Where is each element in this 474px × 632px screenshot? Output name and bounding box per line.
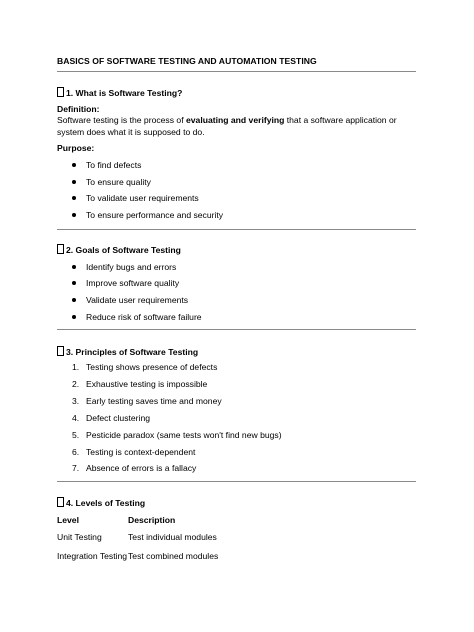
list-number: 3. (72, 396, 80, 406)
table-cell-level: Integration Testing (57, 551, 128, 561)
definition-text: Software testing is the process of evaluating and verifying that a software application or system does what it is supposed to do. (57, 115, 397, 137)
list-item: Reduce risk of software failure (86, 312, 202, 322)
bullet-icon (72, 265, 76, 269)
table-cell-level: Unit Testing (57, 532, 102, 542)
bullet-icon (72, 180, 76, 184)
divider (57, 71, 416, 72)
checkbox-glyph-icon (57, 497, 64, 507)
list-item: Early testing saves time and money (86, 396, 222, 406)
definition-label: Definition: (57, 104, 100, 114)
bullet-icon (72, 213, 76, 217)
bullet-icon (72, 196, 76, 200)
table-cell-description: Test combined modules (128, 551, 219, 561)
section-4-heading: 4. Levels of Testing (57, 497, 145, 508)
table-cell-description: Test individual modules (128, 532, 217, 542)
list-item: Identify bugs and errors (86, 262, 177, 272)
checkbox-glyph-icon (57, 87, 64, 97)
table-header-level: Level (57, 515, 79, 525)
list-number: 5. (72, 430, 80, 440)
list-item: Improve software quality (86, 278, 180, 288)
list-item: Testing is context-dependent (86, 447, 196, 457)
list-item: To ensure quality (86, 177, 151, 187)
list-number: 2. (72, 379, 80, 389)
list-item: Absence of errors is a fallacy (86, 463, 197, 473)
divider (57, 229, 416, 230)
divider (57, 329, 416, 330)
list-item: To find defects (86, 160, 142, 170)
bullet-icon (72, 163, 76, 167)
list-number: 4. (72, 413, 80, 423)
document-title: BASICS OF SOFTWARE TESTING AND AUTOMATION TESTING (57, 56, 317, 66)
list-number: 7. (72, 463, 80, 473)
list-item: Defect clustering (86, 413, 151, 423)
list-item: To validate user requirements (86, 193, 199, 203)
list-item: To ensure performance and security (86, 210, 224, 220)
bullet-icon (72, 298, 76, 302)
list-number: 6. (72, 447, 80, 457)
list-item: Exhaustive testing is impossible (86, 379, 208, 389)
list-item: Pesticide paradox (same tests won't find new bugs) (86, 430, 282, 440)
bullet-icon (72, 281, 76, 285)
list-item: Testing shows presence of defects (86, 362, 218, 372)
checkbox-glyph-icon (57, 346, 64, 356)
section-1-heading: 1. What is Software Testing? (57, 87, 182, 98)
bullet-icon (72, 315, 76, 319)
divider (57, 481, 416, 482)
list-number: 1. (72, 362, 80, 372)
table-header-description: Description (128, 515, 176, 525)
section-3-heading: 3. Principles of Software Testing (57, 346, 198, 357)
purpose-label: Purpose: (57, 143, 95, 153)
section-2-heading: 2. Goals of Software Testing (57, 244, 181, 255)
list-item: Validate user requirements (86, 295, 189, 305)
checkbox-glyph-icon (57, 244, 64, 254)
